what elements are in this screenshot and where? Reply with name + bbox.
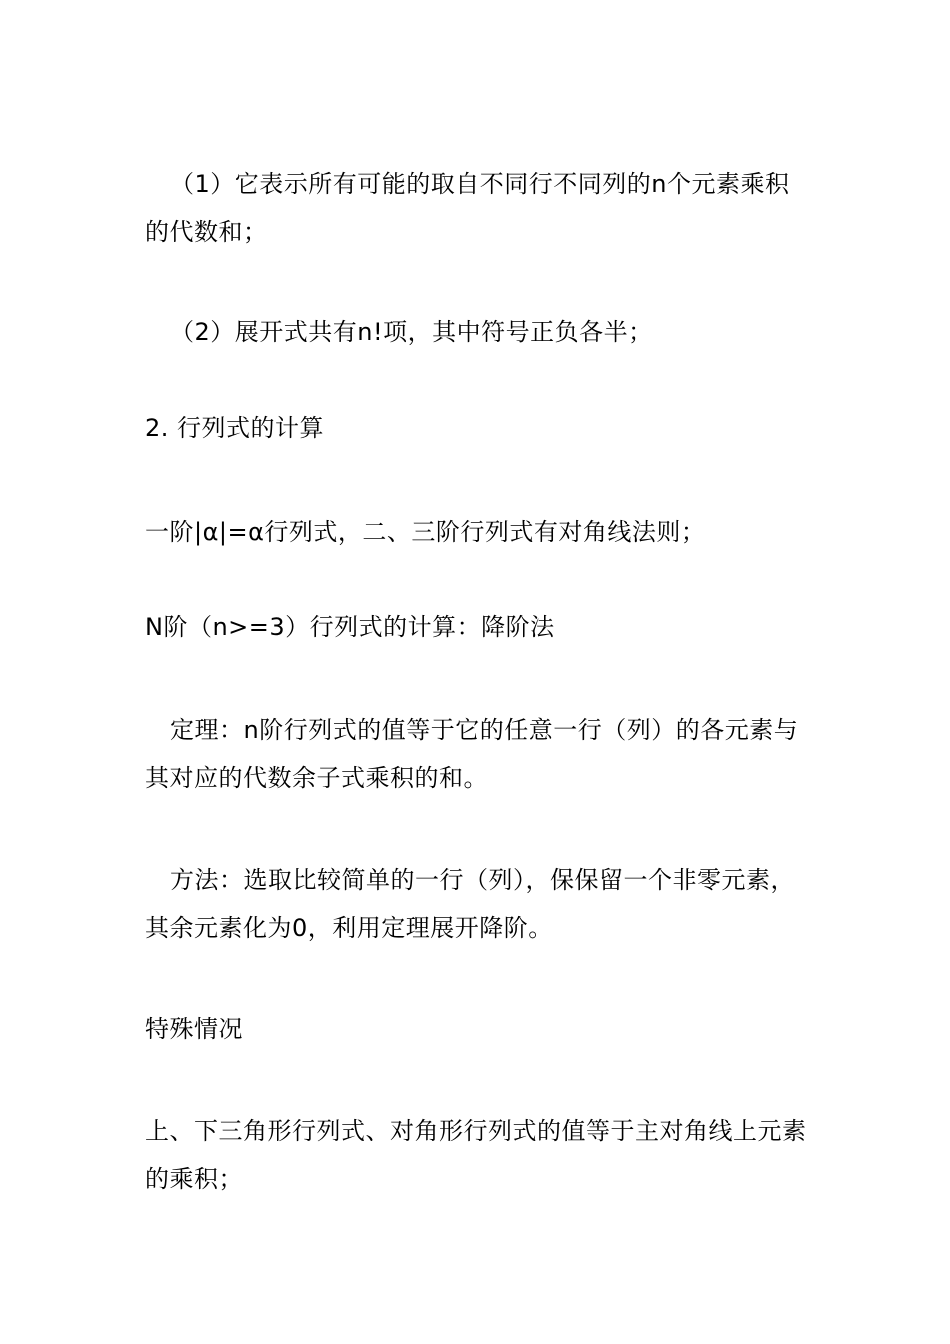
paragraph-theorem: 定理：n阶行列式的值等于它的任意一行（列）的各元素与其对应的代数余子式乘积的和。 — [145, 716, 799, 792]
paragraph-low-order-rule: 一阶|α|=α行列式，二、三阶行列式有对角线法则； — [145, 518, 706, 546]
section-heading-determinant-calculation: 2. 行列式的计算 — [145, 414, 325, 442]
paragraph-method: 方法：选取比较简单的一行（列），保保留一个非零元素，其余元素化为0，利用定理展开降阶。 — [145, 866, 795, 942]
paragraph-property-1: （1）它表示所有可能的取自不同行不同列的n个元素乘积的代数和； — [145, 170, 790, 246]
paragraph-triangular-determinant: 上、下三角形行列式、对角形行列式的值等于主对角线上元素的乘积； — [145, 1117, 807, 1193]
paragraph-n-order-method: N阶（n>=3）行列式的计算：降阶法 — [145, 613, 555, 641]
section-heading-special-cases: 特殊情况 — [145, 1015, 243, 1043]
paragraph-property-2: （2）展开式共有n!项，其中符号正负各半； — [170, 318, 653, 346]
